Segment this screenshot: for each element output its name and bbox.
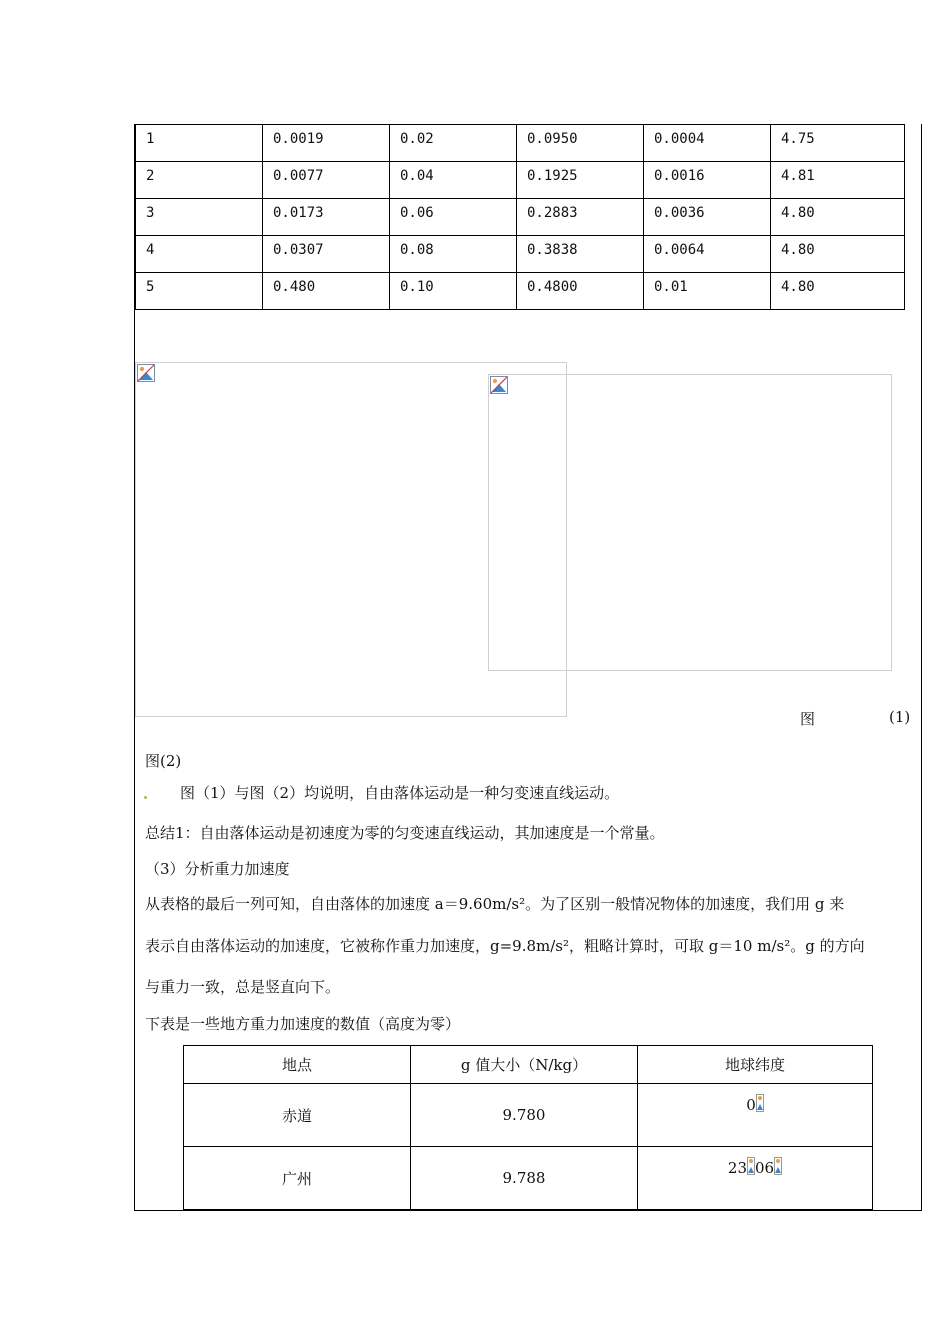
broken-image-icon <box>490 376 508 394</box>
latitude-degrees: 23 <box>727 1159 747 1177</box>
measurement-table <box>135 124 905 310</box>
table-cell: 0.0307 <box>263 236 390 273</box>
table-cell: 0.0064 <box>644 236 771 273</box>
table-cell: 0.10 <box>390 273 517 310</box>
table-cell: 0.04 <box>390 162 517 199</box>
table-row <box>136 125 905 162</box>
figure-1-caption-b: (1) <box>889 708 911 726</box>
table-cell: 0.2883 <box>517 199 644 236</box>
paragraph-gravity-line-3: 与重力一致，总是竖直向下。 <box>145 978 341 996</box>
header-place: 地点 <box>184 1046 411 1084</box>
paragraph-table-intro: 下表是一些地方重力加速度的数值（高度为零） <box>145 1015 461 1033</box>
figure-2-caption: 图(2) <box>145 752 182 770</box>
degree-image-icon <box>756 1094 764 1112</box>
table-cell: 2 <box>136 162 263 199</box>
figure-2-image <box>488 374 892 671</box>
table-cell: 0.4800 <box>517 273 644 310</box>
cell-g-value: 9.780 <box>411 1084 638 1147</box>
latitude-degrees: 0 <box>746 1096 756 1114</box>
paragraph-summary-1: 总结1：自由落体运动是初速度为零的匀变速直线运动，其加速度是一个常量。 <box>145 824 665 842</box>
paragraph-conclusion: 图（1）与图（2）均说明，自由落体运动是一种匀变速直线运动。 <box>180 784 620 802</box>
degree-image-icon <box>747 1157 755 1175</box>
table-cell: 4 <box>136 236 263 273</box>
figure-1-caption-a: 图 <box>800 710 816 728</box>
table-row <box>136 236 905 273</box>
table-cell: 0.3838 <box>517 236 644 273</box>
minute-image-icon <box>774 1157 782 1175</box>
marker-dot <box>144 796 147 799</box>
latitude-minutes: 06 <box>755 1159 775 1177</box>
table-cell: 0.0016 <box>644 162 771 199</box>
paragraph-gravity-line-2: 表示自由落体运动的加速度，它被称作重力加速度，g=9.8m/s²，粗略计算时，可取 g＝10 m/s²。g 的方向 <box>145 937 865 955</box>
table-cell: 0.08 <box>390 236 517 273</box>
table-cell: 4.80 <box>771 273 905 310</box>
table-cell: 0.1925 <box>517 162 644 199</box>
header-g-value: g 值大小（N/kg） <box>411 1046 638 1084</box>
cell-latitude <box>638 1084 873 1147</box>
table-cell: 4.75 <box>771 125 905 162</box>
gravity-table <box>183 1045 873 1210</box>
table-cell: 0.0173 <box>263 199 390 236</box>
table-cell: 0.06 <box>390 199 517 236</box>
table-cell: 0.0004 <box>644 125 771 162</box>
table-cell: 3 <box>136 199 263 236</box>
table-cell: 4.80 <box>771 236 905 273</box>
cell-latitude <box>638 1147 873 1210</box>
table-cell: 0.0019 <box>263 125 390 162</box>
table-row <box>136 273 905 310</box>
header-latitude: 地球纬度 <box>638 1046 873 1084</box>
table-cell: 0.01 <box>644 273 771 310</box>
broken-image-icon <box>137 364 155 382</box>
cell-g-value: 9.788 <box>411 1147 638 1210</box>
table-cell: 5 <box>136 273 263 310</box>
table-cell: 0.02 <box>390 125 517 162</box>
table-row <box>136 162 905 199</box>
table-cell: 0.0036 <box>644 199 771 236</box>
table-cell: 4.80 <box>771 199 905 236</box>
paragraph-gravity-line-1: 从表格的最后一列可知，自由落体的加速度 a＝9.60m/s²。为了区别一般情况物体的加速度，我们用 g 来 <box>145 895 845 913</box>
table-cell: 1 <box>136 125 263 162</box>
section-heading-gravity: （3）分析重力加速度 <box>145 860 290 878</box>
table-cell: 4.81 <box>771 162 905 199</box>
cell-place: 广州 <box>184 1147 411 1210</box>
table-cell: 0.0950 <box>517 125 644 162</box>
table-cell: 0.0077 <box>263 162 390 199</box>
table-cell: 0.480 <box>263 273 390 310</box>
table-row <box>136 199 905 236</box>
cell-place: 赤道 <box>184 1084 411 1147</box>
